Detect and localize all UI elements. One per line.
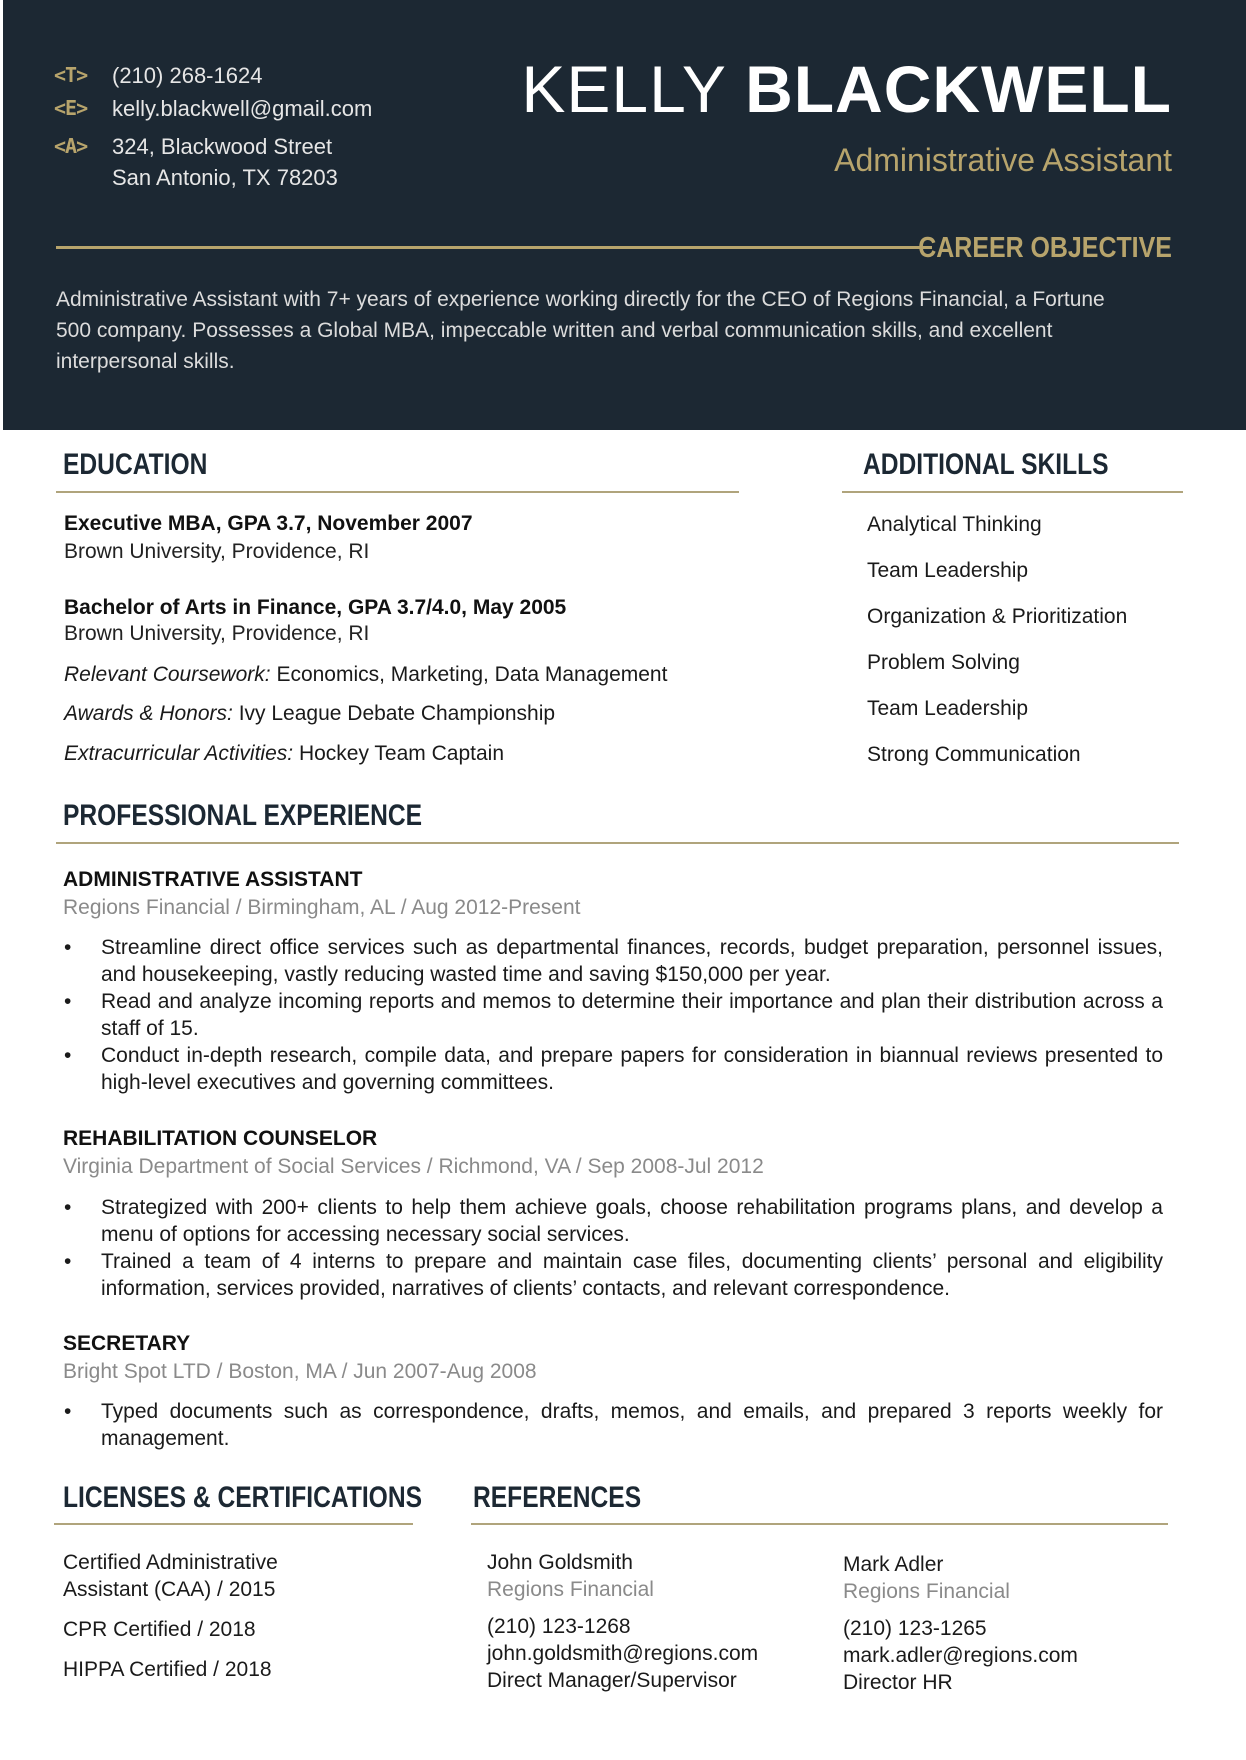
licenses-heading: LICENSES & CERTIFICATIONS	[63, 1481, 423, 1514]
education-divider	[56, 491, 739, 493]
detail-value: Hockey Team Captain	[298, 742, 505, 765]
candidate-name	[521, 50, 1172, 128]
reference-phone[interactable]: (210) 123-1268	[487, 1615, 631, 1638]
bullet-item: • Strategized with 200+ clients to help them achieve goals, choose rehabilitation programs plans, and develop a menu of options for accessing necessary social services.	[64, 1196, 1163, 1246]
job-position: ADMINISTRATIVE ASSISTANT	[63, 868, 363, 891]
skill-item: Problem Solving	[867, 651, 1020, 674]
references-heading: REFERENCES	[473, 1481, 642, 1514]
experience-divider	[56, 842, 1179, 844]
skill-item: Team Leadership	[867, 697, 1029, 720]
reference-phone[interactable]: (210) 123-1265	[843, 1617, 987, 1640]
reference-card	[843, 1551, 1078, 1696]
phone-number[interactable]: (210) 268-1624	[112, 63, 263, 88]
reference-org: Regions Financial	[487, 1578, 654, 1601]
job-meta: Bright Spot LTD / Boston, MA / Jun 2007-Aug 2008	[63, 1360, 537, 1383]
objective-text: Administrative Assistant with 7+ years of experience working directly for the CEO of Regions Financial, a Fortune 500 company. Possesses a Global MBA, impeccable written and verbal communication skills, and excellent interpersonal skills.	[56, 288, 1105, 373]
job-position: SECRETARY	[63, 1332, 191, 1355]
education-heading: EDUCATION	[63, 448, 208, 481]
first-name: KELLY	[521, 52, 726, 126]
detail-label: Extracurricular Activities:	[64, 742, 294, 765]
address-line-1: 324, Blackwood Street	[112, 134, 333, 159]
objective-heading: CAREER OBJECTIVE	[918, 232, 1172, 264]
degree-title: Executive MBA, GPA 3.7, November 2007	[64, 512, 473, 535]
degree-school: Brown University, Providence, RI	[64, 622, 370, 645]
address-line-2: San Antonio, TX 78203	[112, 165, 338, 190]
job-position: REHABILITATION COUNSELOR	[63, 1127, 378, 1150]
experience-heading: PROFESSIONAL EXPERIENCE	[63, 799, 423, 832]
skills-heading: ADDITIONAL SKILLS	[863, 448, 1109, 481]
detail-value: Ivy League Debate Championship	[238, 702, 556, 725]
job-bullets	[63, 934, 1163, 1096]
bullet-item: • Read and analyze incoming reports and memos to determine their importance and plan their distribution across a staff of 15.	[64, 990, 1163, 1040]
address-tag-icon: <A>	[54, 134, 88, 158]
skill-item: Strong Communication	[867, 743, 1081, 766]
degree-school: Brown University, Providence, RI	[64, 540, 370, 563]
objective-divider	[56, 246, 932, 249]
education-detail	[64, 661, 667, 689]
education-detail	[64, 740, 504, 768]
detail-label: Relevant Coursework:	[64, 663, 271, 686]
job-meta: Regions Financial / Birmingham, AL / Aug 2012-Present	[63, 896, 581, 919]
degree-title: Bachelor of Arts in Finance, GPA 3.7/4.0, May 2005	[64, 596, 567, 619]
skill-item: Team Leadership	[867, 559, 1029, 582]
last-name: BLACKWELL	[745, 52, 1172, 126]
job-meta: Virginia Department of Social Services / Richmond, VA / Sep 2008-Jul 2012	[63, 1155, 764, 1178]
certification-item: HIPPA Certified / 2018	[63, 1658, 272, 1681]
contact-email	[54, 93, 372, 124]
job-bullets	[63, 1194, 1163, 1302]
job-title: Administrative Assistant	[834, 142, 1172, 178]
skills-divider	[842, 491, 1183, 493]
reference-email[interactable]: john.goldsmith@regions.com	[487, 1642, 759, 1665]
reference-org: Regions Financial	[843, 1580, 1010, 1603]
education-detail	[64, 700, 555, 728]
bullet-item: • Streamline direct office services such as departmental finances, records, budget preparation, personnel issues, and housekeeping, vastly reducing wasted time and saving $150,000 per year.	[64, 936, 1163, 986]
bullet-item: • Trained a team of 4 interns to prepare and maintain case files, documenting clients’ personal and eligibility information, services provided, narratives of clients’ contacts, and relevant correspondence.	[64, 1250, 1163, 1300]
reference-name: Mark Adler	[843, 1553, 944, 1576]
bullet-item: • Typed documents such as correspondence, drafts, memos, and emails, and prepared 3 reports weekly for management.	[64, 1400, 1163, 1450]
detail-value: Economics, Marketing, Data Management	[276, 663, 668, 686]
reference-name: John Goldsmith	[487, 1551, 633, 1574]
contact-phone	[54, 60, 262, 91]
address-block	[112, 131, 338, 193]
skill-item: Analytical Thinking	[867, 513, 1042, 536]
reference-role: Direct Manager/Supervisor	[487, 1669, 737, 1692]
licenses-divider	[54, 1523, 413, 1525]
email-tag-icon: <E>	[54, 96, 88, 120]
reference-role: Director HR	[843, 1671, 953, 1694]
reference-card	[487, 1549, 758, 1694]
certification-item: Certified Administrative Assistant (CAA) / 2015	[63, 1551, 278, 1601]
job-bullets	[63, 1398, 1163, 1452]
email-address[interactable]: kelly.blackwell@gmail.com	[112, 96, 373, 121]
detail-label: Awards & Honors:	[64, 702, 233, 725]
bullet-item: • Conduct in-depth research, compile data, and prepare papers for consideration in biannual reviews presented to high-level executives and governing committees.	[64, 1044, 1163, 1094]
certification-item: CPR Certified / 2018	[63, 1618, 256, 1641]
references-divider	[471, 1523, 1168, 1525]
skill-item: Organization & Prioritization	[867, 605, 1128, 628]
contact-address	[54, 131, 338, 193]
reference-email[interactable]: mark.adler@regions.com	[843, 1644, 1078, 1667]
phone-tag-icon: <T>	[54, 63, 88, 87]
